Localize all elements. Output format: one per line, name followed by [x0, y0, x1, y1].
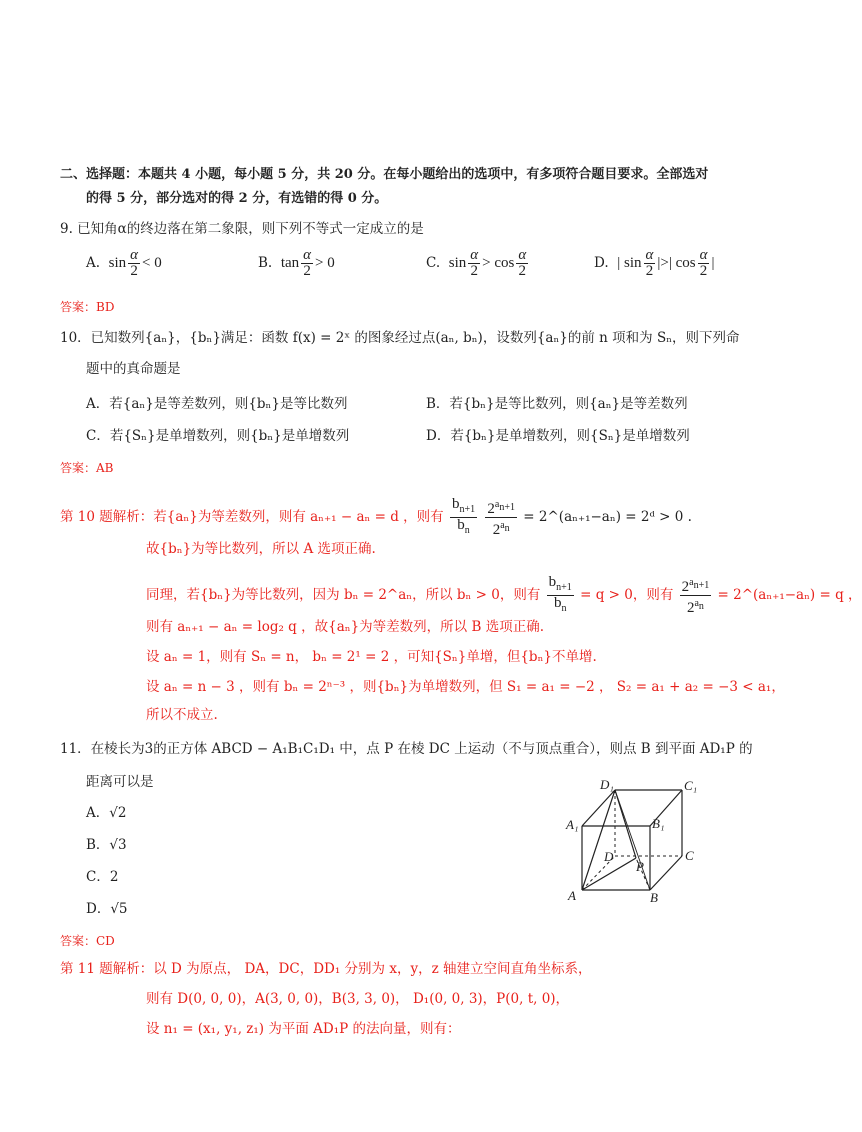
q11-option-c: C．2	[86, 869, 119, 885]
q10-answer: 答案：AB	[60, 461, 114, 475]
section-header-line1: 二、选择题：本题共 4 小题，每小题 5 分，共 20 分。在每小题给出的选项中，有多项符合题目要求。全部选对	[60, 167, 709, 182]
label-b1: B₁	[652, 816, 665, 831]
q11-solution-label: 第 11 题解析：	[60, 961, 154, 977]
label-d1: D₁	[600, 777, 614, 792]
q10-stem-line2: 题中的真命题是	[86, 361, 181, 377]
q10-solution-row3: 同理，若{bₙ}为等比数列，因为 bₙ = 2^aₙ，所以 bₙ > 0，则有 $\frac{b_{n+1}}{b_n}$ = q > 0，则有 $\frac{2^{a_{n+1}}}{2^{a_n}}$ = 2^(aₙ₊₁−aₙ) = q ，	[146, 574, 862, 616]
q11-solution-row2: 则有 D(0, 0, 0)，A(3, 0, 0)，B(3, 3, 0)， D₁(0, 0, 3)，P(0, t, 0)，	[146, 991, 570, 1007]
edge-a1d1	[582, 790, 615, 826]
q11-solution-row1: 第 11 题解析：以 D 为原点， DA，DC，DD₁ 分别为 x，y，z 轴建立空间直角坐标系，	[60, 961, 592, 977]
q9-option-c: C. sin $\frac{\alpha}{2}$ > cos $\frac{\alpha}{2}$	[426, 247, 527, 279]
q9-option-b: B. tan $\frac{\alpha}{2}$ > 0	[258, 247, 335, 279]
q10-solution-row7: 所以不成立.	[146, 707, 218, 723]
q9-option-a: A. sin $\frac{\alpha}{2}$ < 0	[86, 247, 162, 279]
q10-solution-row4: 则有 aₙ₊₁ − aₙ = log₂ q ，故{aₙ}为等差数列，所以 B 选项正确.	[146, 619, 544, 635]
label-c: C	[685, 848, 694, 863]
q11-stem-line2: 距离可以是	[86, 774, 154, 790]
q10-solution-row2: 故{bₙ}为等比数列，所以 A 选项正确.	[146, 541, 376, 557]
q10-option-d: D．若{bₙ}是单增数列，则{Sₙ}是单增数列	[426, 428, 690, 444]
q10-solution-row5: 设 aₙ = 1，则有 Sₙ = n， bₙ = 2¹ = 2 ，可知{Sₙ}单增，但{bₙ}不单增.	[146, 649, 597, 665]
q9-option-d: D. | sin $\frac{\alpha}{2}$ |>| cos $\frac{\alpha}{2}$ |	[594, 247, 715, 279]
q10-solution-row6: 设 aₙ = n − 3 ，则有 bₙ = 2ⁿ⁻³ ，则{bₙ}为单增数列，但 S₁ = a₁ = −2 ， S₂ = a₁ + a₂ = −3 < a₁，	[146, 679, 785, 695]
label-a: A	[568, 888, 576, 903]
cube-figure	[560, 778, 710, 906]
edge-bc	[650, 856, 682, 890]
q11-stem-line1: 11．在棱长为3的正方体 ABCD − A₁B₁C₁D₁ 中，点 P 在棱 DC 上运动（不与顶点重合），则点 B 到平面 AD₁P 的	[60, 741, 753, 757]
label-p: P	[636, 859, 644, 874]
q11-answer: 答案：CD	[60, 934, 115, 948]
label-b: B	[650, 890, 658, 905]
segment-d1a	[582, 790, 615, 890]
segment-d1b	[615, 790, 650, 890]
q10-option-a: A．若{aₙ}是等差数列，则{bₙ}是等比数列	[86, 396, 348, 412]
q11-solution-row3: 设 n₁ = (x₁, y₁, z₁) 为平面 AD₁P 的法向量，则有：	[146, 1021, 461, 1037]
q10-stem-line1: 10．已知数列{aₙ}，{bₙ}满足：函数 f(x) = 2ˣ 的图象经过点(aₙ, bₙ)，设数列{aₙ}的前 n 项和为 Sₙ，则下列命	[60, 330, 740, 346]
q11-option-b: B．√3	[86, 837, 127, 853]
section-header-line2: 的得 5 分，部分选对的得 2 分，有选错的得 0 分。	[86, 191, 388, 206]
q11-option-a: A．√2	[86, 805, 127, 821]
q10-solution-row1: 第 10 题解析：若{aₙ}为等差数列，则有 aₙ₊₁ − aₙ = d ，则有 $\frac{b_{n+1}}{b_n}$ $\frac{2^{a_{n+1}}}{2^{a_n}}$ = 2^(aₙ₊₁−aₙ) = 2ᵈ > 0 .	[60, 496, 692, 538]
q10-option-c: C．若{Sₙ}是单增数列，则{bₙ}是单增数列	[86, 428, 350, 444]
q9-stem: 9. 已知角α的终边落在第二象限，则下列不等式一定成立的是	[60, 221, 424, 237]
q10-solution-label: 第 10 题解析：	[60, 509, 154, 525]
q10-option-b: B．若{bₙ}是等比数列，则{aₙ}是等差数列	[426, 396, 688, 412]
label-d: D	[604, 849, 614, 864]
label-c1: C₁	[684, 778, 698, 793]
q11-option-d: D．√5	[86, 901, 128, 917]
label-a1: A₁	[566, 817, 579, 832]
q9-answer: 答案：BD	[60, 300, 115, 314]
